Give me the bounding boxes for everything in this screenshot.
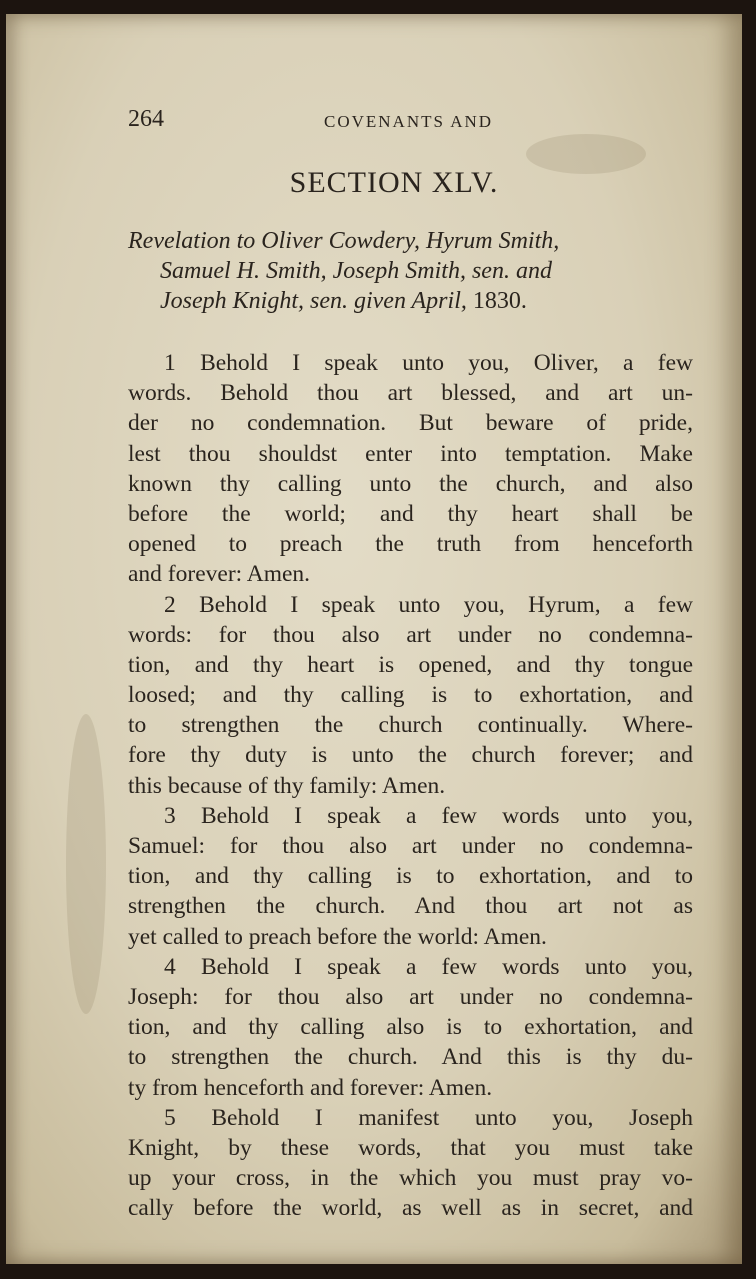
text-line: Joseph: for thou also art under no condemna- xyxy=(128,983,693,1010)
text-line: der no condemnation. But beware of pride, xyxy=(128,410,693,437)
section-title: SECTION XLV. xyxy=(289,166,499,199)
text-line: to strengthen the church continually. Where- xyxy=(128,712,693,739)
text-line: loosed; and thy calling is to exhortation, and xyxy=(128,682,693,709)
text-line: known thy calling unto the church, and also xyxy=(128,470,693,497)
book-page xyxy=(6,14,742,1264)
section-heading xyxy=(128,226,698,316)
text-line: to strengthen the church. And this is thy du- xyxy=(128,1044,693,1071)
text-line: 4 Behold I speak a few words unto you, xyxy=(164,953,693,980)
heading-line: Revelation to Oliver Cowdery, Hyrum Smith, xyxy=(128,228,560,254)
running-head: COVENANTS AND xyxy=(324,112,494,131)
text-line: Samuel: for thou also art under no condemna- xyxy=(128,833,693,859)
heading-year: 1830. xyxy=(472,288,527,314)
text-line: tion, and thy calling is to exhortation, and to xyxy=(128,863,693,890)
heading-line: Samuel H. Smith, Joseph Smith, sen. and xyxy=(160,258,552,284)
verse-paragraph xyxy=(128,952,693,1103)
verse-paragraph xyxy=(128,801,693,952)
text-line: and forever: Amen. xyxy=(128,561,311,588)
text-line: tion, and thy heart is opened, and thy tongue xyxy=(128,651,693,678)
text-line: words. Behold thou art blessed, and art un- xyxy=(128,380,693,407)
text-line: 3 Behold I speak a few words unto you, xyxy=(164,802,693,829)
text-line: ty from henceforth and forever: Amen. xyxy=(128,1074,493,1101)
text-line: 5 Behold I manifest unto you, Joseph xyxy=(164,1104,693,1131)
text-line: fore thy duty is unto the church forever; and xyxy=(128,742,693,769)
verse-paragraph xyxy=(128,1103,693,1224)
text-line: 1 Behold I speak unto you, Oliver, a few xyxy=(164,350,693,376)
text-line: opened to preach the truth from henceforth xyxy=(128,531,693,558)
body-text xyxy=(128,348,693,1223)
text-line: lest thou shouldst enter into temptation. Make xyxy=(128,440,693,467)
verse-paragraph xyxy=(128,590,693,801)
text-line: this because of thy family: Amen. xyxy=(128,772,446,799)
text-line: cally before the world, as well as in secret, and xyxy=(128,1195,693,1222)
page-stain xyxy=(66,714,106,1014)
text-line: before the world; and thy heart shall be xyxy=(128,500,693,527)
heading-line xyxy=(128,286,698,316)
text-line: words: for thou also art under no condemna- xyxy=(128,621,693,648)
page-header xyxy=(6,106,742,136)
text-line: tion, and thy calling also is to exhortation, and xyxy=(128,1014,693,1041)
text-line: strengthen the church. And thou art not as xyxy=(128,893,693,920)
page-number: 264 xyxy=(128,106,164,132)
heading-line-text: Joseph Knight, sen. given April, xyxy=(160,288,473,314)
text-line: 2 Behold I speak unto you, Hyrum, a few xyxy=(164,591,693,618)
verse-paragraph xyxy=(128,348,693,590)
text-line: Knight, by these words, that you must take xyxy=(128,1134,693,1161)
text-line: up your cross, in the which you must pray vo- xyxy=(128,1165,693,1192)
text-line: yet called to preach before the world: Amen. xyxy=(128,923,547,950)
